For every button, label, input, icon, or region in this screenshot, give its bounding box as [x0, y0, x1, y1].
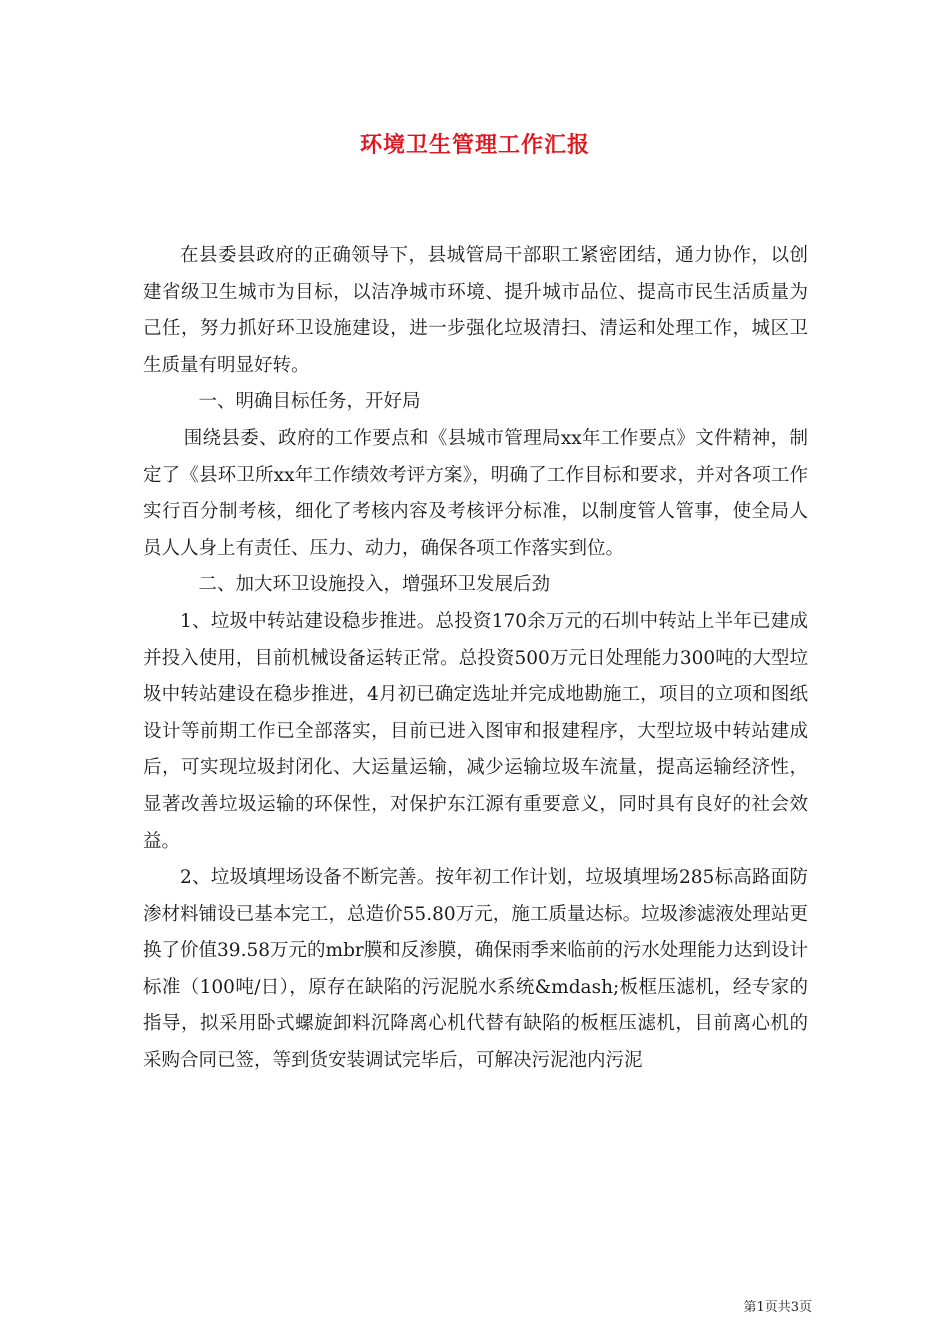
document-body: [143, 238, 808, 1080]
section-heading-2: 二、加大环卫设施投入，增强环卫发展后劲: [198, 574, 551, 596]
paragraph-intro: 在县委县政府的正确领导下，县城管局干部职工紧密团结，通力协作，以创建省级卫生城市为目标，以洁净城市环境、提升城市品位、提高市民生活质量为己任，努力抓好环卫设施建设，进一步强化垃圾清扫、清运和处理工作，城区卫生质量有明显好转。: [143, 245, 808, 376]
section-heading-1: 一、明确目标任务，开好局: [198, 391, 421, 413]
paragraph-item-2: 2、垃圾填埋场设备不断完善。按年初工作计划，垃圾填埋场285标高路面防渗材料铺设已基本完工，总造价55.80万元，施工质量达标。垃圾渗滤液处理站更换了价值39.58万元的mbr膜和反渗膜，确保雨季来临前的污水处理能力达到设计标准（100吨/日），原存在缺陷的污泥脱水系统&mdash;板框压滤机，经专家的指导，拟采用卧式螺旋卸料沉降离心机代替有缺陷的板框压滤机，目前离心机的采购合同已签，等到货安装调试完毕后，可解决污泥池内污泥: [143, 867, 808, 1072]
page-number-footer: 第1页共3页: [743, 1300, 812, 1315]
document-title: 环境卫生管理工作汇报: [359, 132, 590, 158]
paragraph-section-1: 围绕县委、政府的工作要点和《县城市管理局xx年工作要点》文件精神，制定了《县环卫所xx年工作绩效考评方案》，明确了工作目标和要求，并对各项工作实行百分制考核，细化了考核内容及考核评分标准，以制度管人管事，使全局人员人人身上有责任、压力、动力，确保各项工作落实到位。: [143, 427, 808, 559]
paragraph-item-1: 1、垃圾中转站建设稳步推进。总投资170余万元的石圳中转站上半年已建成并投入使用，目前机械设备运转正常。总投资500万元日处理能力300吨的大型垃圾中转站建设在稳步推进，4月初已确定选址并完成地勘施工，项目的立项和图纸设计等前期工作已全部落实，目前已进入图审和报建程序，大型垃圾中转站建成后，可实现垃圾封闭化、大运量运输，减少运输垃圾车流量，提高运输经济性，显著改善垃圾运输的环保性，对保护东江源有重要意义，同时具有良好的社会效益。: [143, 610, 808, 852]
